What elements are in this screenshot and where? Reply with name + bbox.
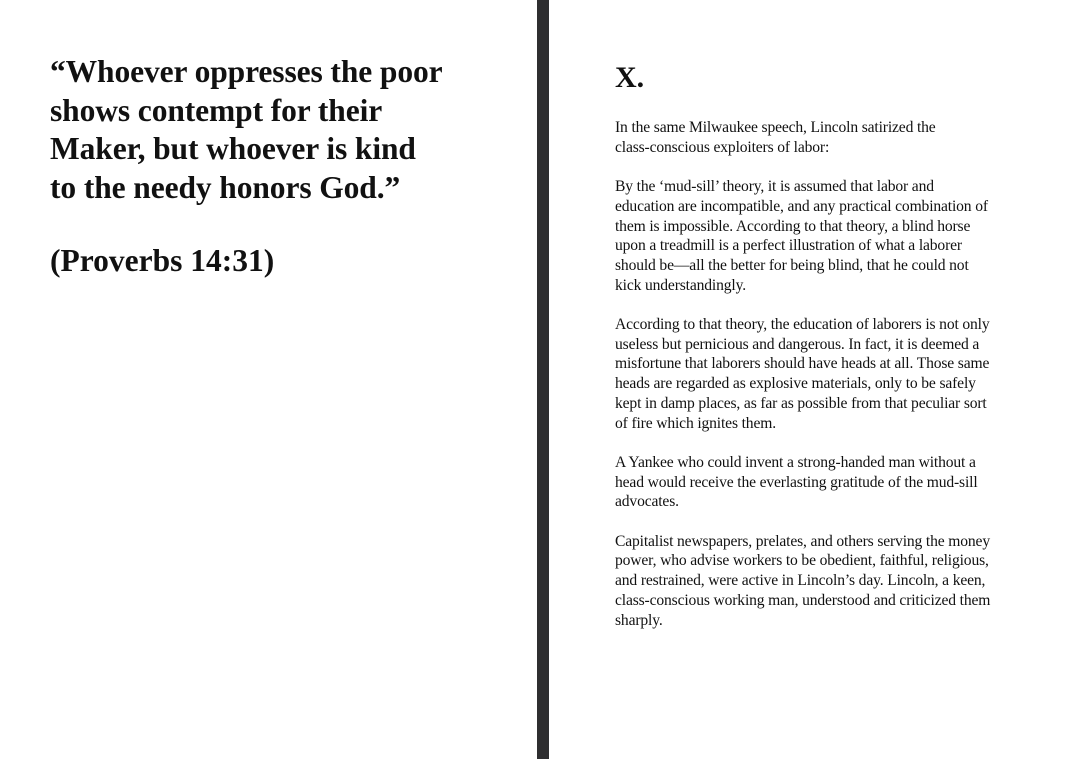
body-paragraph: In the same Milwaukee speech, Lincoln satirized the class-conscious exploiters of labor:	[615, 119, 936, 156]
epigraph-quote: “Whoever oppresses the poor shows contempt for their Maker, but whoever is kind to the needy honors God.”	[50, 54, 443, 205]
block-quote-paragraph: A Yankee who could invent a strong-handed man without a head would receive the everlasting gratitude of the mud-sill advocates.	[615, 453, 978, 511]
epigraph-citation: (Proverbs 14:31)	[50, 243, 275, 278]
left-page	[0, 0, 537, 759]
block-quote-paragraph: By the ‘mud-sill’ theory, it is assumed that labor and education are incompatible, and any practical combination of them is impossible. According to that theory, a blind horse upon a treadmill is a perfect illustration of what a laborer should be—all the better for being blind, that he could not kick understandingly.	[615, 178, 988, 294]
chapter-body	[615, 118, 1055, 650]
right-page	[549, 0, 1091, 759]
chapter-heading: X.	[615, 61, 645, 94]
block-quote-paragraph: According to that theory, the education of laborers is not only useless but pernicious and dangerous. In fact, it is deemed a misfortune that laborers should have heads at all. Those same heads are regarded as explosive materials, only to be safely kept in damp places, as far as possible from that peculiar sort of fire which ignites them.	[615, 316, 990, 432]
page-gutter-divider	[537, 0, 549, 759]
body-paragraph: Capitalist newspapers, prelates, and others serving the money power, who advise workers to be obedient, faithful, religious, and restrained, were active in Lincoln’s day. Lincoln, a keen, class-conscious working man, understood and criticized them sharply.	[615, 532, 991, 629]
